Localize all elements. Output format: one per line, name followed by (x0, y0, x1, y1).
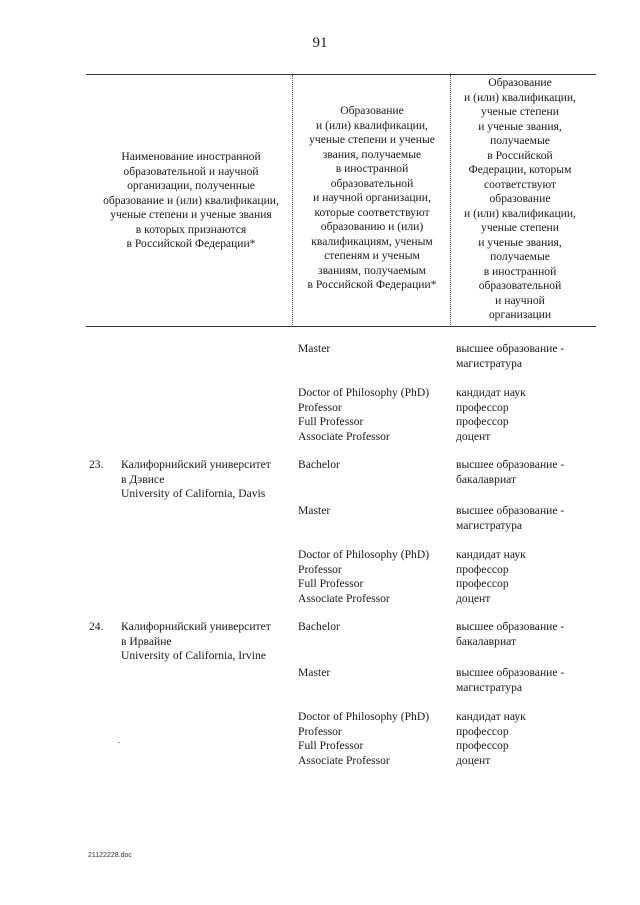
foreign-qualification-line: Master (298, 342, 331, 355)
header-line: образование (489, 192, 551, 205)
foreign-qualification-line: Doctor of Philosophy (PhD) (298, 386, 430, 399)
header-line: образовательной и научной (123, 164, 259, 178)
russian-qualification-line: высшее образование - (456, 666, 565, 679)
header-line: в иностранной (335, 162, 409, 175)
organization-name-line: University of California, Davis (121, 487, 266, 500)
foreign-qualification (298, 710, 429, 768)
header-line: получаемые (490, 134, 550, 147)
russian-qualification-line: доцент (456, 591, 491, 605)
row-number: 23. (89, 458, 104, 471)
russian-qualification-line: профессор (456, 739, 509, 752)
header-line: в Российской (487, 148, 553, 162)
foreign-qualification (298, 666, 330, 681)
header-line: соответствуют (483, 177, 557, 191)
foreign-qualification-line: Bachelor (298, 620, 340, 633)
header-line: получаемые (490, 250, 550, 263)
header-line: и ученые звания, (478, 235, 562, 249)
russian-qualification-line: магистратура (456, 518, 523, 532)
russian-qualification (456, 342, 564, 371)
foreign-qualification (298, 386, 429, 444)
header-line: и научной (495, 293, 545, 307)
header-line: и (или) квалификации, (464, 90, 576, 104)
russian-qualification (456, 548, 526, 606)
header-line: образовательной (478, 279, 562, 292)
organization-name (121, 620, 271, 664)
foreign-qualification-line: Associate Professor (298, 429, 390, 443)
header-line: званиям, получаемым (318, 263, 426, 277)
foreign-qualification-line: Professor (298, 724, 342, 738)
header-line: Образование (488, 76, 552, 89)
header-line: ученые степени и ученые (309, 133, 435, 146)
column-divider-2 (450, 75, 451, 327)
foreign-qualification (298, 548, 429, 606)
header-line: ученые степени и ученые звания (110, 208, 272, 221)
russian-qualification-line: профессор (456, 577, 509, 590)
russian-qualification-line: бакалавриат (456, 472, 517, 486)
russian-qualification (456, 504, 564, 533)
header-line: и (или) квалификации, (464, 206, 576, 220)
organization-name-line: Калифорнийский университет (121, 620, 271, 633)
russian-qualification-line: высшее образование - (456, 620, 565, 633)
russian-qualification-line: профессор (456, 400, 509, 414)
page-number: 91 (312, 35, 328, 51)
header-line: ученые степени (481, 221, 559, 234)
russian-qualification-line: магистратура (456, 356, 523, 370)
organization-name-line: в Ирвайне (121, 634, 172, 648)
header-line: степеням и ученым (324, 249, 420, 262)
header-line: и ученые звания, (478, 119, 562, 133)
header-line: Наименование иностранной (121, 150, 261, 163)
foreign-qualification-line: Full Professor (298, 415, 364, 428)
header-line: образованию и (или) (320, 220, 424, 233)
header-line: в Российской Федерации* (126, 237, 256, 250)
russian-qualification (456, 666, 564, 695)
foreign-qualification-line: Associate Professor (298, 591, 390, 605)
russian-qualification-line: профессор (456, 415, 509, 428)
header-line: ученые степени (481, 105, 559, 118)
russian-qualification-line: кандидат наук (456, 386, 526, 399)
russian-qualification-line: доцент (456, 429, 491, 443)
header-line: в которых признаются (135, 222, 247, 236)
header-line: организации (488, 308, 552, 321)
foreign-qualification-line: Associate Professor (298, 753, 390, 767)
organization-name-line: University of California, Irvine (121, 649, 266, 662)
stray-mark (118, 742, 120, 743)
foreign-qualification (298, 342, 330, 357)
header-foreign-qualification-column (294, 104, 450, 293)
foreign-qualification-line: Doctor of Philosophy (PhD) (298, 548, 430, 561)
header-line: в иностранной (483, 264, 557, 278)
foreign-qualification-line: Professor (298, 562, 342, 576)
russian-qualification-line: доцент (456, 753, 491, 767)
foreign-qualification-line: Full Professor (298, 739, 364, 752)
foreign-qualification (298, 504, 330, 519)
header-top-rule (86, 74, 596, 75)
russian-qualification-line: магистратура (456, 680, 523, 694)
organization-name-line: Калифорнийский университет (121, 458, 271, 471)
foreign-qualification-line: Doctor of Philosophy (PhD) (298, 710, 430, 723)
foreign-qualification-line: Master (298, 666, 331, 679)
header-line: квалификациям, ученым (311, 234, 433, 248)
russian-qualification (456, 458, 564, 487)
foreign-qualification (298, 458, 340, 473)
header-russian-qualification-column (452, 76, 588, 323)
russian-qualification-line: бакалавриат (456, 634, 517, 648)
foreign-qualification-line: Full Professor (298, 577, 364, 590)
russian-qualification-line: кандидат наук (456, 710, 526, 723)
russian-qualification-line: высшее образование - (456, 458, 565, 471)
row-number: 24. (89, 620, 104, 633)
russian-qualification-line: профессор (456, 724, 509, 738)
header-line: и (или) квалификации, (316, 118, 428, 132)
russian-qualification (456, 620, 564, 649)
document-footer: 21122228.doc (88, 852, 132, 859)
foreign-qualification (298, 620, 340, 635)
header-line: Образование (340, 104, 404, 117)
header-line: которые соответствуют (314, 205, 430, 219)
russian-qualification-line: кандидат наук (456, 548, 526, 561)
header-line: Федерации, которым (468, 163, 572, 176)
russian-qualification-line: профессор (456, 562, 509, 576)
foreign-qualification-line: Professor (298, 400, 342, 414)
column-divider-1 (292, 75, 293, 327)
header-line: звания, получаемые (322, 147, 422, 161)
russian-qualification-line: высшее образование - (456, 504, 565, 517)
russian-qualification-line: высшее образование - (456, 342, 565, 355)
organization-name-line: в Дэвисе (121, 472, 165, 486)
foreign-qualification-line: Master (298, 504, 331, 517)
russian-qualification (456, 710, 526, 768)
header-line: образовательной (330, 176, 414, 190)
header-line: и научной организации, (313, 191, 431, 204)
russian-qualification (456, 386, 526, 444)
organization-name (121, 458, 271, 502)
header-line: организации, полученные (127, 179, 255, 192)
header-line: в Российской Федерации* (307, 278, 437, 291)
header-org-column (95, 150, 287, 252)
foreign-qualification-line: Bachelor (298, 458, 340, 471)
header-bottom-rule (86, 326, 596, 327)
header-line: образование и (или) квалификации, (103, 193, 279, 207)
